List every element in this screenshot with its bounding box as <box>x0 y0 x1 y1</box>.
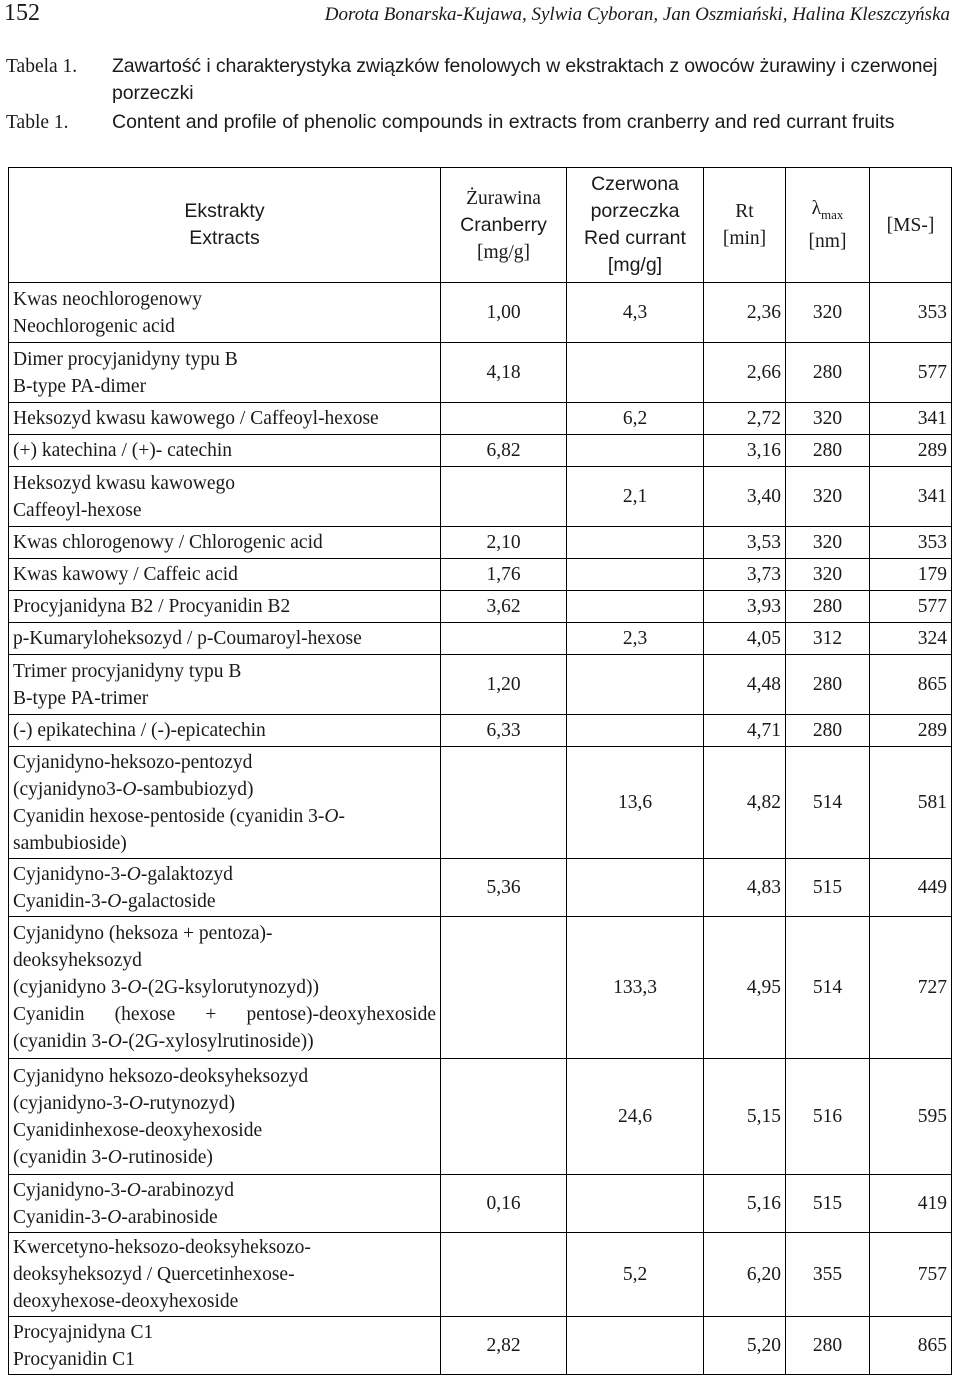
caption-english-text: Content and profile of phenolic compounds in extracts from cranberry and red currant fruits <box>112 111 895 133</box>
table-row <box>9 917 952 1059</box>
compound-name-line: Neochlorogenic acid <box>13 315 175 337</box>
lambda-max-cell: 320 <box>786 467 870 527</box>
lambda-max-cell: 320 <box>786 283 870 343</box>
caption-english-label: Table 1. <box>6 112 69 133</box>
lambda-max-cell: 514 <box>786 917 870 1059</box>
lambda-max-cell: 515 <box>786 1175 870 1233</box>
retention-time-cell: 4,05 <box>704 623 786 655</box>
lambda-max-cell: 320 <box>786 559 870 591</box>
cranberry-value-cell: 6,33 <box>441 715 567 747</box>
compound-name-cell <box>9 435 441 467</box>
cranberry-value-cell: 4,18 <box>441 343 567 403</box>
cranberry-value-cell: 1,76 <box>441 559 567 591</box>
caption-polish-label: Tabela 1. <box>6 56 78 77</box>
retention-time-cell: 4,71 <box>704 715 786 747</box>
compound-name-line: Cyjanidyno-3-O-galaktozyd <box>13 863 233 885</box>
header-cranberry-en: Cranberry <box>460 213 547 236</box>
red-currant-value-cell: 5,2 <box>567 1233 704 1317</box>
ms-value-cell: 757 <box>870 1233 952 1317</box>
compound-name-line: Heksozyd kwasu kawowego / Caffeoyl-hexose <box>13 408 379 429</box>
compound-name-line: Dimer procyjanidyny typu B <box>13 348 238 370</box>
ms-value-cell: 289 <box>870 435 952 467</box>
compound-name-line: Cyanidin hexose-pentoside (cyanidin 3-O- <box>13 805 345 827</box>
ms-value-cell: 353 <box>870 283 952 343</box>
compound-name-line: Cyanidinhexose-deoxyhexoside <box>13 1119 263 1141</box>
compound-name-line: Cyanidin (hexose + pentose)-deoxyhexoside <box>13 1004 436 1025</box>
lambda-max-cell: 355 <box>786 1233 870 1317</box>
table-row <box>9 623 952 655</box>
lambda-max-cell: 514 <box>786 747 870 859</box>
retention-time-cell: 4,82 <box>704 747 786 859</box>
table-row <box>9 435 952 467</box>
retention-time-cell: 5,15 <box>704 1059 786 1175</box>
lambda-max-cell: 312 <box>786 623 870 655</box>
lambda-max-cell: 515 <box>786 859 870 917</box>
compound-name-line: deoksyheksozyd <box>13 950 142 971</box>
table-header-row <box>9 168 952 283</box>
table-row <box>9 859 952 917</box>
red-currant-value-cell: 4,3 <box>567 283 704 343</box>
header-lambda-unit: [nm] <box>808 230 847 252</box>
retention-time-cell: 5,20 <box>704 1317 786 1375</box>
table-row <box>9 747 952 859</box>
compound-name-line: Caffeoyl-hexose <box>13 499 142 521</box>
header-rt-unit: [min] <box>722 228 767 249</box>
table-row <box>9 343 952 403</box>
cranberry-value-cell <box>441 747 567 859</box>
header-extracts-pl: Ekstrakty <box>184 200 265 222</box>
cranberry-value-cell <box>441 403 567 435</box>
page-header <box>0 0 960 36</box>
header-extracts-en: Extracts <box>189 227 260 249</box>
cranberry-value-cell: 5,36 <box>441 859 567 917</box>
compound-name-line: deoxyhexose-deoxyhexoside <box>13 1291 239 1312</box>
compound-name-line: Kwas chlorogenowy / Chlorogenic acid <box>13 532 323 553</box>
red-currant-value-cell: 6,2 <box>567 403 704 435</box>
table-row <box>9 559 952 591</box>
retention-time-cell: 3,73 <box>704 559 786 591</box>
header-lambda-max <box>786 168 870 283</box>
compound-name-line: B-type PA-dimer <box>13 375 147 397</box>
compound-name-line: Procyajnidyna C1 <box>13 1321 154 1343</box>
lambda-max-cell: 280 <box>786 715 870 747</box>
compound-name-cell <box>9 343 441 403</box>
compound-name-line: Heksozyd kwasu kawowego <box>13 472 236 494</box>
retention-time-cell: 2,72 <box>704 403 786 435</box>
header-currant-unit: [mg/g] <box>607 254 663 276</box>
red-currant-value-cell <box>567 1175 704 1233</box>
table-row <box>9 1233 952 1317</box>
lambda-max-cell: 516 <box>786 1059 870 1175</box>
retention-time-cell: 4,48 <box>704 655 786 715</box>
header-extracts <box>9 168 441 283</box>
compound-name-line: Procyanidin C1 <box>13 1348 135 1370</box>
red-currant-value-cell <box>567 1317 704 1375</box>
cranberry-value-cell <box>441 623 567 655</box>
header-cranberry <box>441 168 567 283</box>
compound-name-cell <box>9 559 441 591</box>
cranberry-value-cell <box>441 467 567 527</box>
red-currant-value-cell <box>567 527 704 559</box>
compound-name-line: B-type PA-trimer <box>13 687 149 709</box>
compound-name-line: Trimer procyjanidyny typu B <box>13 660 242 682</box>
header-currant-pl1: Czerwona <box>591 173 679 195</box>
compound-name-line: Cyjanidyno-3-O-arabinozyd <box>13 1179 234 1201</box>
compound-name-cell <box>9 917 441 1059</box>
compound-name-line: sambubioside) <box>13 832 127 854</box>
lambda-max-cell: 320 <box>786 527 870 559</box>
cranberry-value-cell: 1,20 <box>441 655 567 715</box>
compound-name-line: Kwas neochlorogenowy <box>13 288 202 310</box>
compound-name-cell <box>9 655 441 715</box>
compound-name-cell <box>9 1317 441 1375</box>
header-rt-label: Rt <box>735 201 754 222</box>
compound-name-cell <box>9 623 441 655</box>
red-currant-value-cell <box>567 343 704 403</box>
compound-name-cell <box>9 403 441 435</box>
header-ms <box>870 168 952 283</box>
ms-value-cell: 324 <box>870 623 952 655</box>
header-cranberry-pl: Żurawina <box>466 187 541 209</box>
compound-name-line: (cyjanidyno 3-O-(2G-ksylorutynozyd)) <box>13 977 319 998</box>
ms-value-cell: 865 <box>870 655 952 715</box>
lambda-max-cell: 320 <box>786 403 870 435</box>
header-red-currant <box>567 168 704 283</box>
header-rt <box>704 168 786 283</box>
compound-name-line: Procyjanidyna B2 / Procyanidin B2 <box>13 596 291 617</box>
running-head-authors: Dorota Bonarska-Kujawa, Sylwia Cyboran, Jan Oszmiański, Halina Kleszczyńska <box>324 4 950 25</box>
compound-name-line: Cyjanidyno heksozo-deoksyheksozyd <box>13 1065 309 1087</box>
table-row <box>9 1175 952 1233</box>
page-number: 152 <box>4 0 40 26</box>
caption-polish <box>6 53 951 109</box>
ms-value-cell: 577 <box>870 591 952 623</box>
ms-value-cell: 289 <box>870 715 952 747</box>
retention-time-cell: 3,93 <box>704 591 786 623</box>
header-cranberry-unit: [mg/g] <box>476 241 531 263</box>
header-currant-en: Red currant <box>584 227 686 249</box>
compound-name-cell <box>9 1233 441 1317</box>
lambda-max-cell: 280 <box>786 1317 870 1375</box>
red-currant-value-cell <box>567 435 704 467</box>
ms-value-cell: 341 <box>870 467 952 527</box>
caption-polish-text: Zawartość i charakterystyka związków fenolowych w ekstraktach z owoców żurawiny i czerwonej porzeczki <box>112 55 938 104</box>
red-currant-value-cell <box>567 715 704 747</box>
caption-english <box>6 109 951 137</box>
cranberry-value-cell: 2,10 <box>441 527 567 559</box>
red-currant-value-cell <box>567 591 704 623</box>
cranberry-value-cell <box>441 1233 567 1317</box>
retention-time-cell: 2,66 <box>704 343 786 403</box>
compound-name-line: (cyjanidyno3-O-sambubiozyd) <box>13 778 254 800</box>
retention-time-cell: 4,83 <box>704 859 786 917</box>
ms-value-cell: 865 <box>870 1317 952 1375</box>
cranberry-value-cell <box>441 917 567 1059</box>
compound-name-line: p-Kumaryloheksozyd / p-Coumaroyl-hexose <box>13 628 362 649</box>
cranberry-value-cell: 2,82 <box>441 1317 567 1375</box>
red-currant-value-cell <box>567 859 704 917</box>
lambda-max-cell: 280 <box>786 591 870 623</box>
compound-name-cell <box>9 715 441 747</box>
retention-time-cell: 4,95 <box>704 917 786 1059</box>
table-row <box>9 591 952 623</box>
phenolic-compounds-table <box>8 167 952 1375</box>
red-currant-value-cell <box>567 559 704 591</box>
compound-name-line: Cyanidin-3-O-arabinoside <box>13 1206 218 1228</box>
cranberry-value-cell <box>441 1059 567 1175</box>
compound-name-line: Kwas kawowy / Caffeic acid <box>13 564 238 585</box>
compound-name-cell <box>9 527 441 559</box>
compound-name-line: (cyjanidyno-3-O-rutynozyd) <box>13 1092 236 1114</box>
compound-name-cell <box>9 1059 441 1175</box>
ms-value-cell: 179 <box>870 559 952 591</box>
lambda-max-cell: 280 <box>786 343 870 403</box>
ms-value-cell: 595 <box>870 1059 952 1175</box>
compound-name-line: (cyanidin 3-O-(2G-xylosylrutinoside)) <box>13 1031 314 1052</box>
cranberry-value-cell: 1,00 <box>441 283 567 343</box>
compound-name-line: (-) epikatechina / (-)-epicatechin <box>13 720 266 741</box>
compound-name-line: (+) katechina / (+)- catechin <box>13 440 233 461</box>
red-currant-value-cell <box>567 655 704 715</box>
table-row <box>9 655 952 715</box>
header-lambda-sub: max <box>821 206 844 222</box>
retention-time-cell: 2,36 <box>704 283 786 343</box>
header-ms-label: [MS-] <box>886 214 935 236</box>
header-currant-pl2: porzeczka <box>590 200 680 222</box>
red-currant-value-cell: 24,6 <box>567 1059 704 1175</box>
cranberry-value-cell: 3,62 <box>441 591 567 623</box>
compound-name-cell <box>9 747 441 859</box>
ms-value-cell: 581 <box>870 747 952 859</box>
retention-time-cell: 3,40 <box>704 467 786 527</box>
retention-time-cell: 3,16 <box>704 435 786 467</box>
ms-value-cell: 353 <box>870 527 952 559</box>
ms-value-cell: 577 <box>870 343 952 403</box>
table-row <box>9 1317 952 1375</box>
compound-name-cell <box>9 591 441 623</box>
compound-name-line: deoksyheksozyd / Quercetinhexose- <box>13 1264 295 1285</box>
compound-name-line: Cyjanidyno-heksozo-pentozyd <box>13 751 253 773</box>
red-currant-value-cell: 13,6 <box>567 747 704 859</box>
compound-name-cell <box>9 1175 441 1233</box>
table-row <box>9 467 952 527</box>
table-row <box>9 715 952 747</box>
ms-value-cell: 419 <box>870 1175 952 1233</box>
cranberry-value-cell: 6,82 <box>441 435 567 467</box>
compound-name-line: Cyanidin-3-O-galactoside <box>13 890 216 912</box>
table-row <box>9 527 952 559</box>
compound-name-line: Kwercetyno-heksozo-deoksyheksozo- <box>13 1237 311 1258</box>
red-currant-value-cell: 2,3 <box>567 623 704 655</box>
ms-value-cell: 727 <box>870 917 952 1059</box>
ms-value-cell: 341 <box>870 403 952 435</box>
red-currant-value-cell: 2,1 <box>567 467 704 527</box>
retention-time-cell: 6,20 <box>704 1233 786 1317</box>
table-row <box>9 283 952 343</box>
lambda-max-cell: 280 <box>786 655 870 715</box>
cranberry-value-cell: 0,16 <box>441 1175 567 1233</box>
compound-name-cell <box>9 859 441 917</box>
compound-name-cell <box>9 467 441 527</box>
compound-name-line: (cyanidin 3-O-rutinoside) <box>13 1146 213 1168</box>
table-row <box>9 403 952 435</box>
retention-time-cell: 5,16 <box>704 1175 786 1233</box>
retention-time-cell: 3,53 <box>704 527 786 559</box>
table-row <box>9 1059 952 1175</box>
lambda-max-cell: 280 <box>786 435 870 467</box>
compound-name-cell <box>9 283 441 343</box>
ms-value-cell: 449 <box>870 859 952 917</box>
compound-name-line: Cyjanidyno (heksoza + pentoza)- <box>13 923 273 944</box>
red-currant-value-cell: 133,3 <box>567 917 704 1059</box>
header-lambda-symbol: λ <box>811 198 822 220</box>
